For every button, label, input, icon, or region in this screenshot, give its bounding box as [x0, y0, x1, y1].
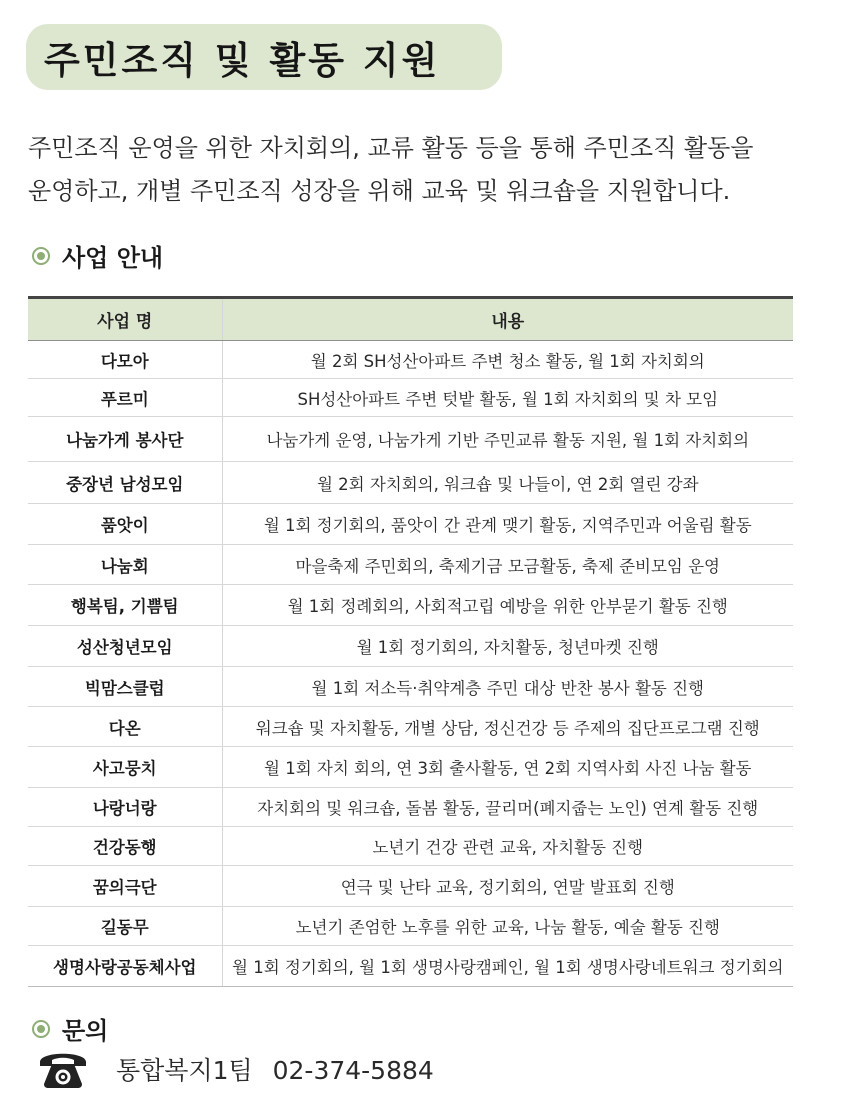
table-row	[28, 707, 793, 747]
program-desc-cell: SH성산아파트 주변 텃밭 활동, 월 1회 자치회의 및 차 모임	[222, 379, 793, 417]
table-row	[28, 462, 793, 504]
contact-section-heading	[32, 1011, 108, 1046]
program-name-cell: 나랑너랑	[28, 788, 222, 827]
table-row	[28, 626, 793, 667]
program-desc-cell: 월 1회 정례회의, 사회적고립 예방을 위한 안부묻기 활동 진행	[222, 585, 793, 626]
program-name-cell: 빅맘스클럽	[28, 667, 222, 707]
table-body	[28, 341, 793, 987]
program-desc-cell: 나눔가게 운영, 나눔가게 기반 주민교류 활동 지원, 월 1회 자치회의	[222, 417, 793, 462]
contact-heading-text: 문의	[62, 1017, 109, 1045]
program-desc-cell: 월 1회 자치 회의, 연 3회 출사활동, 연 2회 지역사회 사진 나눔 활동	[222, 747, 793, 788]
program-name-cell: 나눔회	[28, 545, 222, 585]
table-row	[28, 866, 793, 907]
program-desc-cell: 월 2회 SH성산아파트 주변 청소 활동, 월 1회 자치회의	[222, 341, 793, 379]
program-desc-cell: 자치회의 및 워크숍, 돌봄 활동, 끌리머(폐지줍는 노인) 연계 활동 진행	[222, 788, 793, 827]
program-desc-cell: 월 2회 자치회의, 워크숍 및 나들이, 연 2회 열린 강좌	[222, 462, 793, 504]
header-content: 내용	[222, 298, 793, 341]
table-row	[28, 827, 793, 866]
intro-text	[28, 127, 848, 213]
header-program-name: 사업 명	[28, 298, 222, 341]
page-title-banner	[26, 24, 502, 90]
table-row	[28, 379, 793, 417]
table-row	[28, 946, 793, 987]
bullet-ring-icon	[32, 1020, 50, 1038]
program-name-cell: 건강동행	[28, 827, 222, 866]
program-name-cell: 길동무	[28, 907, 222, 946]
bullet-ring-icon	[32, 247, 50, 265]
table-row	[28, 504, 793, 545]
program-desc-cell: 월 1회 정기회의, 품앗이 간 관계 맺기 활동, 지역주민과 어울림 활동	[222, 504, 793, 545]
table-row	[28, 341, 793, 379]
table-row	[28, 747, 793, 788]
intro-line-1: 주민조직 운영을 위한 자치회의, 교류 활동 등을 통해 주민조직 활동을	[28, 134, 754, 162]
program-desc-cell: 월 1회 저소득·취약계층 주민 대상 반찬 봉사 활동 진행	[222, 667, 793, 707]
program-desc-cell: 워크숍 및 자치활동, 개별 상담, 정신건강 등 주제의 집단프로그램 진행	[222, 707, 793, 747]
table-row	[28, 585, 793, 626]
program-desc-cell: 월 1회 정기회의, 자치활동, 청년마켓 진행	[222, 626, 793, 667]
contact-team: 통합복지1팀	[116, 1056, 253, 1085]
program-name-cell: 생명사랑공동체사업	[28, 946, 222, 987]
program-name-cell: 성산청년모임	[28, 626, 222, 667]
page-title: 주민조직 및 활동 지원	[44, 39, 441, 82]
program-desc-cell: 노년기 건강 관련 교육, 자치활동 진행	[222, 827, 793, 866]
program-table	[28, 296, 793, 987]
program-desc-cell: 연극 및 난타 교육, 정기회의, 연말 발표회 진행	[222, 866, 793, 907]
table-row	[28, 788, 793, 827]
table-header-row	[28, 298, 793, 341]
program-desc-cell: 월 1회 정기회의, 월 1회 생명사랑캠페인, 월 1회 생명사랑네트워크 정기회의	[222, 946, 793, 987]
program-desc-cell: 노년기 존엄한 노후를 위한 교육, 나눔 활동, 예술 활동 진행	[222, 907, 793, 946]
table-row	[28, 907, 793, 946]
contact-info	[116, 1051, 434, 1087]
table-row	[28, 667, 793, 707]
program-name-cell: 다온	[28, 707, 222, 747]
program-name-cell: 중장년 남성모임	[28, 462, 222, 504]
program-name-cell: 꿈의극단	[28, 866, 222, 907]
program-name-cell: 행복팀, 기쁨팀	[28, 585, 222, 626]
guide-section-heading	[32, 238, 163, 273]
table-row	[28, 545, 793, 585]
contact-phone: 02-374-5884	[272, 1056, 434, 1085]
guide-heading-text: 사업 안내	[62, 244, 164, 272]
program-desc-cell: 마을축제 주민회의, 축제기금 모금활동, 축제 준비모임 운영	[222, 545, 793, 585]
program-name-cell: 다모아	[28, 341, 222, 379]
table-row	[28, 417, 793, 462]
intro-line-2: 운영하고, 개별 주민조직 성장을 위해 교육 및 워크숍을 지원합니다.	[28, 177, 731, 205]
program-name-cell: 나눔가게 봉사단	[28, 417, 222, 462]
program-name-cell: 사고뭉치	[28, 747, 222, 788]
telephone-icon	[36, 1046, 90, 1090]
program-name-cell: 품앗이	[28, 504, 222, 545]
program-name-cell: 푸르미	[28, 379, 222, 417]
